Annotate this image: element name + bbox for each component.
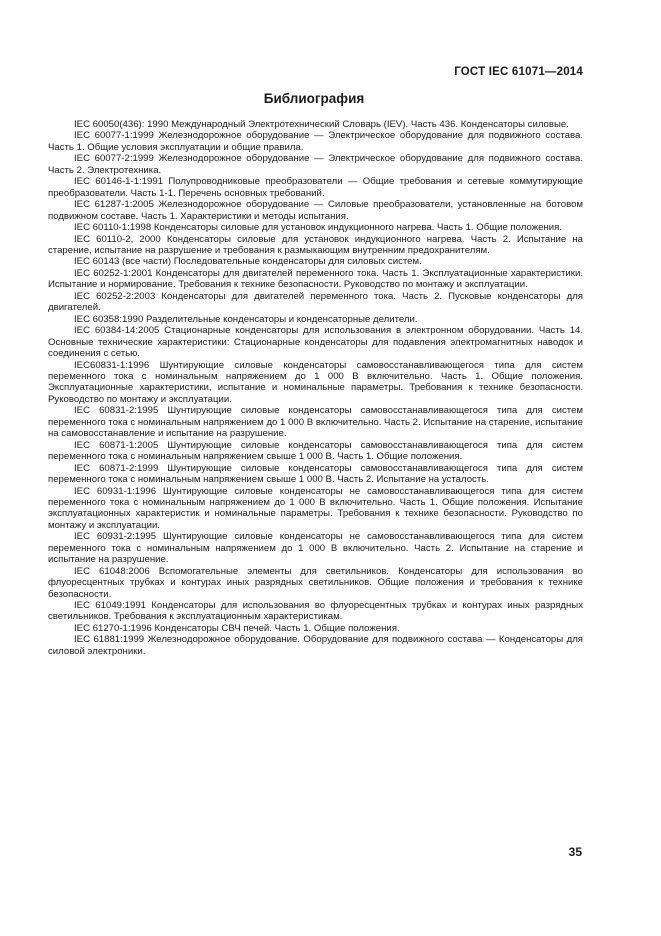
- bibliography-entry: IEC 61881:1999 Железнодорожное оборудование. Оборудование для подвижного состава — Конденсаторы для силовой электроники.: [48, 634, 583, 657]
- bibliography-entry: IEC 61287-1:2005 Железнодорожное оборудование — Силовые преобразователи, установленные на ботовом подвижном составе. Часть 1. Характеристики и методы испытания.: [48, 199, 583, 222]
- bibliography-entry: IEC 60077-1:1999 Железнодорожное оборудование — Электрическое оборудование для подвижного состава. Часть 1. Общие условия эксплуатации и общие правила.: [48, 130, 583, 153]
- bibliography-entry: IEC 60931-1:1996 Шунтирующие силовые конденсаторы не самовосстанавливающегося типа для систем переменного тока с номинальным напряжением до 1 000 В включительно. Часть 1. Общие положения. Испытание эксплуатационных характеристик и номинальные параметры. Требования к технике безопасности. Руководство по монтажу и эксплуатации.: [48, 485, 583, 531]
- bibliography-entry: IEC 61048:2006 Вспомогательные элементы для светильников. Конденсаторы для использования во флуоресцентных трубках и контурах иных разрядных светильников. Общие положения и требования к технике безопасности.: [48, 565, 583, 600]
- bibliography-entry: IEC 60871-2:1999 Шунтирующие силовые конденсаторы самовосстанавливающегося типа для систем переменного тока с номинальным напряжением свыше 1 000 В. Часть 2. Испытание на усталость.: [48, 462, 583, 486]
- bibliography-entry: IEC 60931-2:1995 Шунтирующие силовые конденсаторы не самовосстанавливающегося типа для систем переменного тока с номинальным напряжением до 1 000 В включительно. Часть 2. Испытание на старение и испытание на разрушение.: [48, 531, 583, 566]
- bibliography-entry: IEC 60110-1:1998 Конденсаторы силовые для установок индукционного нагрева. Часть 1. Общие положения.: [74, 222, 563, 234]
- bibliography-entry: IEC 60252-2:2003 Конденсаторы для двигателей переменного тока. Часть 2. Пусковые конденсаторы для двигателей.: [48, 290, 583, 314]
- bibliography-entry: IEC 60831-2:1995 Шунтирующие силовые конденсаторы самовосстанавливающегося типа для систем переменного тока с номинальным напряжением до 1 000 В включительно. Часть 2. Испытание на старение, испытание на самовосстанавление и испытание на разрушение.: [48, 405, 583, 440]
- bibliography-entry: IEC60831-1:1996 Шунтирующие силовые конденсаторы самовосстанавливающегося типа для систем переменного тока с номинальным напряжением до 1 000 В включительно. Часть 1. Общие положения. Эксплуатационные характеристики, испытание и номинальные параметры. Требования к технике безопасности. Руководство по монтажу и эксплуатации.: [48, 359, 583, 405]
- page-title: Библиография: [263, 91, 365, 106]
- bibliography-entry: IEC 60384-14:2005 Стационарные конденсаторы для использования в электронном оборудовании. Часть 14. Основные технические характеристики: Стационарные конденсаторы для подавления электромагнитных наводок и соединения с сетью.: [48, 325, 583, 360]
- bibliography-entry: IEC 60871-1:2005 Шунтирующие силовые конденсаторы самовосстанавливающегося типа для систем переменного тока с номинальным напряжением свыше 1 000 В. Часть 1. Общие положения.: [48, 439, 583, 463]
- bibliography-entry: IEC 60110-2, 2000 Конденсаторы силовые для установок индукционного нагрева. Часть 2. Испытание на старение, испытание на разрушение и требования к размыкающим внутренним предохранителям.: [48, 233, 583, 256]
- bibliography-entry: IEC 61270-1:1996 Конденсаторы СВЧ печей. Часть 1. Общие положения.: [74, 622, 400, 634]
- bibliography-entry: IEC 60252-1:2001 Конденсаторы для двигателей переменного тока. Часть 1. Эксплуатационные характеристики. Испытание и нормирование. Требования к технике безопасности. Руководство по монтажу и эксплуатации.: [48, 267, 583, 291]
- bibliography-entry: IEC 60146-1-1:1991 Полупроводниковые преобразователи — Общие требования и сетевые коммутирующие преобразователи. Часть 1-1. Перечень основных требований.: [48, 176, 583, 199]
- bibliography-list: [48, 119, 583, 657]
- bibliography-entry: IEC 60050(436): 1990 Международный Электротехнический Словарь (IEV). Часть 436. Конденсаторы силовые.: [74, 119, 569, 130]
- bibliography-entry: IEC 60358:1990 Разделительные конденсаторы и конденсаторные делители.: [74, 313, 418, 325]
- bibliography-entry: IEC 61049:1991 Конденсаторы для использования во флуоресцентных трубках и контурах иных разрядных светильников. Требования к эксплуатационным характеристикам.: [48, 600, 583, 623]
- bibliography-entry: IEC 60143 (все части) Последовательные конденсаторы для силовых систем.: [74, 256, 422, 268]
- page-number: 35: [568, 845, 582, 859]
- standard-code: ГОСТ IEC 61071—2014: [454, 66, 583, 78]
- bibliography-entry: IEC 60077-2:1999 Железнодорожное оборудование — Электрическое оборудование для подвижного состава. Часть 2. Электротехника.: [48, 153, 583, 176]
